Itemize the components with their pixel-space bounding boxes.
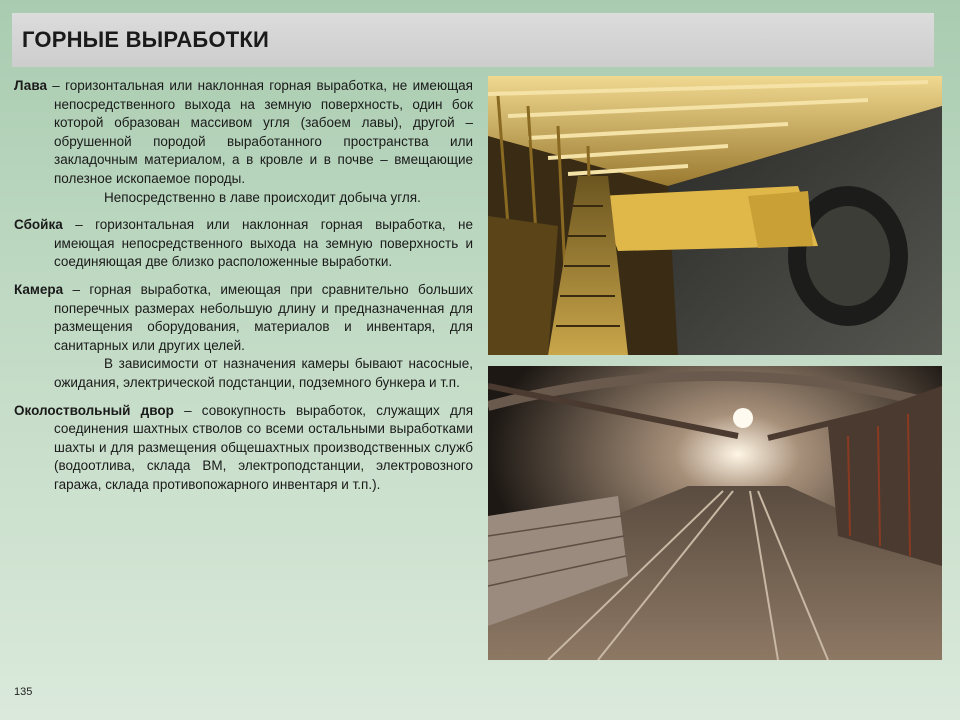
longwall-photo: [488, 76, 942, 355]
text-column: [14, 77, 473, 494]
definition-text-sboika: – горизонтальная или наклонная горная выработка, не имеющая непосредственного выхода на земную поверхность и соединяющая две близко расположенные выработки.: [54, 217, 473, 270]
definition-kamera: [14, 281, 473, 393]
term-okolostvolny-dvor: Околоствольный двор: [14, 402, 174, 418]
extra-text-lava: Непосредственно в лаве происходит добыча угля.: [104, 189, 421, 205]
page-title: ГОРНЫЕ ВЫРАБОТКИ: [22, 27, 270, 52]
definition-text-kamera: – горная выработка, имеющая при сравнительно больших поперечных размерах небольшую длину и предназначенная для размещения оборудования, материалов и инвентаря, для санитарных или других целей.: [54, 281, 473, 353]
title-bar: [12, 13, 934, 67]
term-lava: Лава: [14, 78, 47, 93]
definition-okolostvolny-dvor: [14, 402, 473, 495]
definition-text-lava: – горизонтальная или наклонная горная выработка, не имеющая непосредственного выхода на земную поверхность, один бок которой образован массивом угля (забоем лавы), другой – обрушенной породой выработанного пространства или закладочным материалом, а в кровле и в почве – вмещающие полезное ископаемое породы.: [46, 78, 473, 186]
page-number: 135: [14, 686, 33, 698]
pit-bottom-photo: [488, 366, 942, 660]
definition-sboika: [14, 216, 473, 272]
definition-lava: [14, 77, 473, 207]
extra-text-kamera: В зависимости от назначения камеры бывают насосные, ожидания, электрической подстанции, подземного бункера и т.п.: [54, 356, 473, 390]
term-sboika: Сбойка: [14, 217, 63, 233]
term-kamera: Камера: [14, 281, 64, 297]
definition-text-okolostvolny-dvor: – совокупность выработок, служащих для соединения шахтных стволов со всеми остальными выработками шахты и для размещения общешахтных производственных служб (водоотлива, склада ВМ, электроподстанции, электровозного гаража, склада противопожарного инвентаря и т.п.).: [54, 402, 474, 492]
